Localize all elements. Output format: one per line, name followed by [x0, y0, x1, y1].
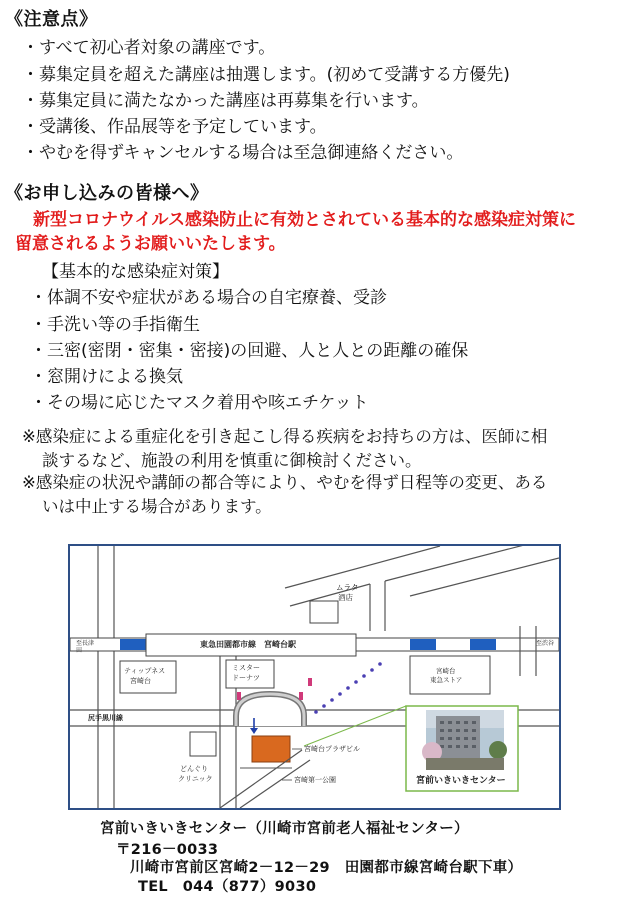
- remark-2-line1: ※感染症の状況や講師の都合等により、やむを得ず日程等の変更、ある: [22, 473, 548, 492]
- red-notice-line2: 留意されるようお願いいたします。: [15, 234, 286, 254]
- road-line: [285, 546, 440, 588]
- clinic-label-2: クリニック: [178, 775, 213, 783]
- donut-label-2: ドーナツ: [232, 674, 260, 682]
- remark-2-line2: いは中止する場合があります。: [42, 497, 272, 516]
- fitness-label: ティップネス: [124, 667, 166, 675]
- access-map: [68, 544, 561, 810]
- rail-segment: [470, 639, 496, 650]
- murata-building: [310, 601, 338, 623]
- notes-item-3: ・募集定員に満たなかった講座は再募集を行います。: [22, 91, 429, 111]
- measure-item-2: ・手洗い等の手指衛生: [30, 315, 200, 335]
- store-label: 宮崎台: [436, 667, 456, 675]
- measure-item-4: ・窓開けによる換気: [30, 367, 183, 387]
- donut-label: ミスター: [232, 664, 260, 672]
- facility-phone: TEL 044（877）9030: [138, 879, 317, 895]
- park-label: 宮崎第一公園: [294, 776, 336, 784]
- applicants-heading: 《お申し込みの皆様へ》: [5, 183, 209, 204]
- road-line: [385, 546, 559, 581]
- notes-item-5: ・やむを得ずキャンセルする場合は至急御連絡ください。: [22, 143, 464, 163]
- plaza-label: 宮崎台プラザビル: [304, 745, 360, 753]
- murata-label: ムラタ: [336, 583, 359, 592]
- clinic-label: どんぐり: [180, 765, 208, 773]
- person-marker: [299, 692, 303, 700]
- red-notice-line1: 新型コロナウイルス感染防止に有効とされている基本的な感染症対策に: [33, 210, 576, 230]
- plaza-building: [252, 736, 290, 762]
- murata-label-2: 酒店: [338, 593, 353, 602]
- measure-item-1: ・体調不安や症状がある場合の自宅療養、受診: [30, 288, 387, 308]
- remark-1-line1: ※感染症による重症化を引き起こし得る疾病をお持ちの方は、医師に相: [22, 427, 548, 446]
- notes-item-2: ・募集定員を超えた講座は抽選します。(初めて受講する方優先): [22, 65, 510, 85]
- rail-segment: [120, 639, 146, 650]
- measure-item-3: ・三密(密閉・密集・密接)の回避、人と人との距離の確保: [30, 341, 469, 361]
- facility-address: 川崎市宮前区宮崎2－12－29 田園都市線宮崎台駅下車）: [130, 860, 523, 876]
- toyoko-a-label: 至渋谷: [536, 640, 555, 647]
- person-marker: [308, 678, 312, 686]
- toyoko-b-label: 至長津田: [76, 640, 95, 654]
- postal-code: 〒216－0033: [116, 842, 219, 858]
- notes-heading: 《注意点》: [5, 9, 98, 30]
- center-label: 宮前いきいきセンター: [416, 776, 506, 786]
- notes-item-1: ・すべて初心者対象の講座です。: [22, 38, 276, 58]
- photo-ground: [426, 758, 504, 770]
- walking-route: [314, 662, 382, 714]
- clinic-building: [190, 732, 216, 756]
- facility-name: 宮前いきいきセンター（川崎市宮前老人福祉センター）: [100, 821, 469, 837]
- fitness-label-2: 宮崎台: [130, 677, 151, 685]
- remark-1-line2: 談するなど、施設の利用を慎重に御検討ください。: [42, 451, 422, 470]
- photo-tree: [489, 741, 507, 759]
- route-arrow-head: [250, 728, 258, 734]
- measures-heading: 【基本的な感染症対策】: [42, 262, 229, 282]
- station-label: 東急田園都市線 宮崎台駅: [200, 640, 296, 649]
- person-marker: [237, 692, 241, 700]
- rail-segment: [410, 639, 436, 650]
- store-label-2: 東急ストア: [430, 676, 463, 684]
- notes-item-4: ・受講後、作品展等を予定しています。: [22, 117, 327, 137]
- road-line: [410, 558, 559, 596]
- road-label: 尻手黒川線: [88, 714, 123, 722]
- measure-item-5: ・その場に応じたマスク着用や咳エチケット: [30, 393, 369, 413]
